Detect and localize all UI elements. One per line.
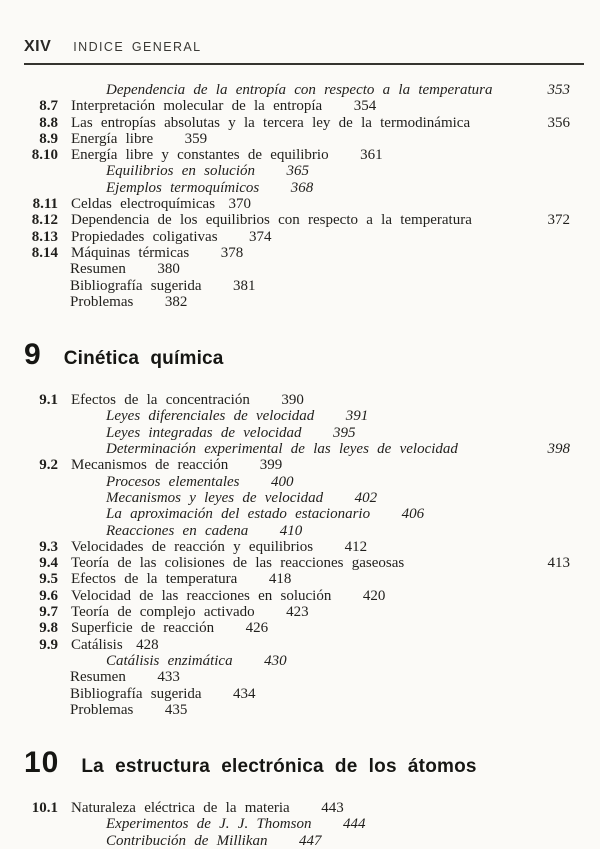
toc-entry (24, 637, 584, 653)
entry-label: La aproximación del estado estacionario (106, 506, 371, 523)
entry-page-number: 382 (164, 293, 188, 310)
chapter-number: 10 (24, 746, 60, 780)
toc-sub-entry (24, 523, 584, 539)
chapter-heading (24, 746, 584, 784)
entry-page-number: 430 (264, 652, 287, 669)
toc-sub-entry (24, 425, 584, 441)
toc-entry (24, 98, 584, 114)
entry-label: Problemas (70, 293, 134, 310)
entry-label: Bibliografía sugerida (70, 685, 202, 702)
entry-page-number: 353 (547, 82, 570, 98)
entry-page-number: 390 (281, 392, 304, 409)
entry-label: Bibliografía sugerida (70, 277, 202, 294)
section-number: 9.7 (39, 604, 58, 621)
entry-label: Interpretación molecular de la entropía (71, 98, 323, 115)
toc-entry (24, 115, 584, 131)
entry-page-number: 435 (164, 701, 188, 718)
entry-page-number: 378 (220, 244, 244, 261)
toc-aux-entry (24, 686, 584, 702)
toc-entry (24, 620, 584, 636)
entry-label: Energía libre (71, 130, 154, 147)
entry-page-number: 413 (547, 555, 570, 572)
entry-label: Catálisis enzimática (106, 652, 233, 669)
entry-label: Procesos elementales (106, 473, 240, 490)
entry-page-number: 423 (286, 604, 309, 621)
entry-label: Leyes integradas de velocidad (106, 424, 302, 441)
section-number: 10.1 (31, 800, 58, 817)
entry-page-number: 406 (401, 506, 425, 523)
section-number: 9.3 (39, 538, 58, 555)
toc-entry (24, 588, 584, 604)
entry-label: Dependencia de los equilibrios con respecto a la temperatura (71, 212, 472, 229)
entry-label: Leyes diferenciales de velocidad (106, 408, 315, 425)
section-number: 8.12 (31, 212, 58, 229)
page-folio: XIV (24, 38, 52, 55)
toc-entry (24, 245, 584, 261)
section-number: 9.9 (39, 636, 58, 653)
entry-page-number: 370 (228, 196, 252, 213)
entry-page-number: 426 (245, 620, 269, 637)
chapter-title: La estructura electrónica de los átomos (81, 756, 477, 778)
toc-sub-entry (24, 441, 584, 457)
toc-entry (24, 539, 584, 555)
entry-page-number: 368 (290, 179, 314, 196)
toc-sub-entry (24, 833, 584, 849)
entry-page-number: 399 (259, 457, 283, 474)
entry-page-number: 395 (333, 424, 356, 441)
entry-page-number: 443 (321, 800, 344, 817)
entry-page-number: 354 (353, 98, 377, 115)
entry-page-number: 402 (354, 489, 378, 506)
entry-label: Naturaleza eléctrica de la materia (71, 800, 290, 817)
entry-page-number: 428 (136, 636, 159, 653)
entry-page-number: 410 (279, 522, 303, 539)
entry-label: Mecanismos y leyes de velocidad (106, 489, 324, 506)
toc-sub-entry (24, 163, 584, 179)
entry-page-number: 359 (184, 130, 208, 147)
entry-label: Propiedades coligativas (71, 228, 218, 245)
toc-entry (24, 196, 584, 212)
toc-entry (24, 392, 584, 408)
toc-sub-entry (24, 653, 584, 669)
toc-entry (24, 571, 584, 587)
entry-label: Velocidades de reacción y equilibrios (71, 538, 314, 555)
toc-sub-entry (24, 506, 584, 522)
section-number: 9.5 (39, 571, 58, 588)
section-number: 9.6 (39, 587, 58, 604)
toc-aux-entry (24, 278, 584, 294)
toc-sub-entry (24, 816, 584, 832)
entry-label: Efectos de la concentración (71, 392, 250, 409)
toc-entry (24, 555, 584, 571)
section-number: 8.11 (32, 196, 58, 213)
entry-page-number: 391 (345, 408, 369, 425)
entry-page-number: 374 (249, 228, 272, 245)
entry-label: Mecanismos de reacción (71, 457, 229, 474)
toc-aux-entry (24, 669, 584, 685)
toc-aux-entry (24, 702, 584, 718)
toc-entry (24, 212, 584, 228)
section-number: 8.7 (39, 98, 58, 115)
running-head-title: INDICE GENERAL (73, 40, 202, 54)
toc-sub-entry (24, 474, 584, 490)
section-number: 8.14 (31, 244, 58, 261)
entry-label: Efectos de la temperatura (71, 571, 238, 588)
toc-list (24, 82, 584, 849)
entry-label: Celdas electroquímicas (71, 196, 216, 213)
entry-page-number: 434 (233, 685, 256, 702)
entry-label: Problemas (70, 701, 134, 718)
entry-page-number: 361 (360, 147, 383, 164)
entry-label: Experimentos de J. J. Thomson (106, 816, 312, 833)
entry-label: Contribución de Millikan (106, 832, 268, 849)
toc-entry (24, 131, 584, 147)
toc-aux-entry (24, 261, 584, 277)
entry-page-number: 372 (547, 212, 570, 229)
page-header (24, 38, 584, 56)
section-number: 8.9 (39, 130, 58, 147)
entry-label: Velocidad de las reacciones en solución (71, 587, 332, 604)
entry-label: Máquinas térmicas (71, 244, 190, 261)
section-number: 9.4 (39, 555, 58, 572)
toc-aux-entry (24, 294, 584, 310)
toc-sub-entry (24, 180, 584, 196)
entry-label: Las entropías absolutas y la tercera ley de la termodinámica (71, 114, 471, 131)
entry-page-number: 381 (233, 277, 256, 294)
entry-page-number: 418 (268, 571, 292, 588)
section-number: 9.8 (39, 620, 58, 637)
section-number: 8.13 (31, 228, 58, 245)
entry-page-number: 398 (547, 441, 570, 458)
toc-sub-entry (24, 82, 584, 98)
toc-entry (24, 604, 584, 620)
toc-sub-entry (24, 408, 584, 424)
section-number: 9.1 (39, 392, 58, 409)
toc-entry (24, 229, 584, 245)
entry-label: Ejemplos termoquímicos (106, 179, 260, 196)
header-rule (24, 63, 584, 65)
toc-entry (24, 147, 584, 163)
entry-page-number: 433 (157, 669, 180, 686)
entry-page-number: 420 (362, 587, 386, 604)
entry-page-number: 380 (157, 261, 180, 278)
entry-page-number: 365 (286, 163, 309, 180)
section-number: 8.10 (31, 147, 58, 164)
entry-page-number: 356 (547, 114, 570, 131)
chapter-number: 9 (24, 338, 42, 372)
entry-page-number: 412 (344, 538, 368, 555)
section-number: 9.2 (39, 457, 58, 474)
toc-sub-entry (24, 490, 584, 506)
entry-label: Energía libre y constantes de equilibrio (71, 147, 329, 164)
toc-entry (24, 800, 584, 816)
toc-entry (24, 457, 584, 473)
entry-label: Catálisis (71, 636, 123, 653)
entry-label: Determinación experimental de las leyes de velocidad (106, 441, 458, 458)
entry-page-number: 447 (298, 832, 322, 849)
entry-label: Superficie de reacción (71, 620, 215, 637)
entry-label: Dependencia de la entropía con respecto a la temperatura (106, 82, 493, 98)
entry-page-number: 400 (271, 473, 294, 490)
entry-label: Reacciones en cadena (106, 522, 249, 539)
entry-label: Resumen (70, 261, 126, 278)
entry-label: Teoría de complejo activado (71, 604, 255, 621)
entry-label: Resumen (70, 669, 126, 686)
entry-page-number: 444 (342, 816, 366, 833)
section-number: 8.8 (39, 114, 58, 131)
chapter-title: Cinética química (63, 348, 224, 370)
chapter-heading (24, 338, 584, 376)
entry-label: Equilibrios en solución (106, 163, 255, 180)
entry-label: Teoría de las colisiones de las reacciones gaseosas (71, 555, 405, 572)
